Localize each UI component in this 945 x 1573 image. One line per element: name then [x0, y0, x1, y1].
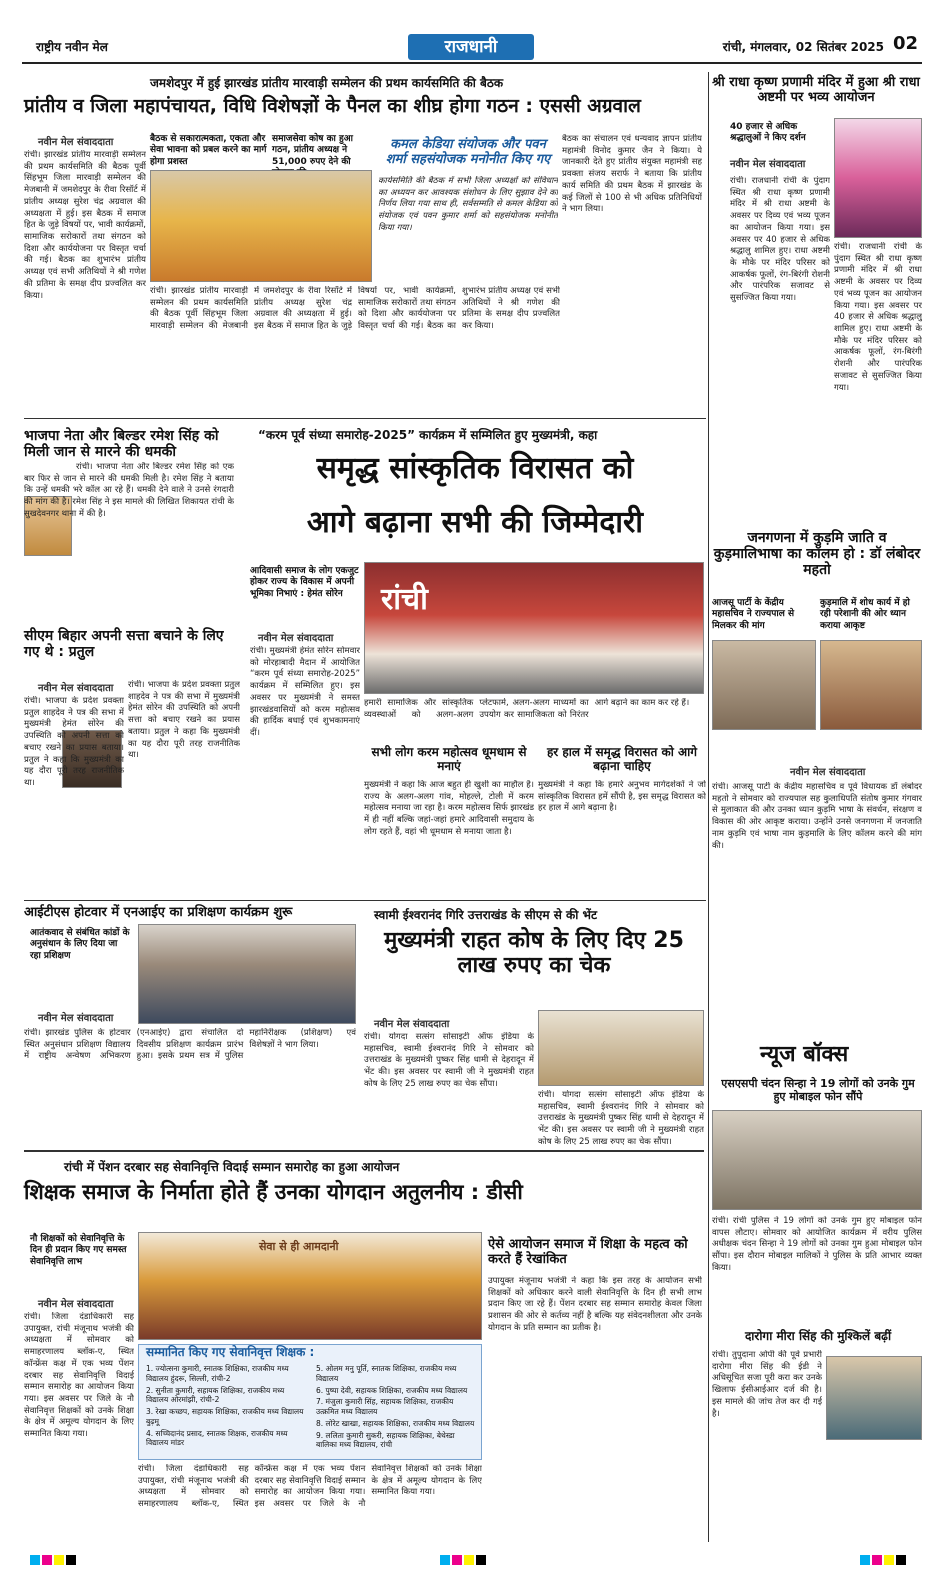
news-box-title: न्यूज बॉक्स	[760, 1042, 849, 1067]
pratul-headline: सीएम बिहार अपनी सत्ता बचाने के लिए गए थे : प्रतुल	[24, 628, 224, 661]
news-box-item-2-text: रांची। तुपुदाना ओपी की पूर्व प्रभारी दारोगा मीरा सिंह की ईडी ने अधिसूचित सजा पूरी करा कर उनके खिलाफ ईसीआईआर दर्ज की है। इस मामले की जांच तेज कर दी गई है।	[712, 1350, 822, 1419]
column-rule-right	[708, 72, 709, 1542]
kurmi-text: रांची। आजसू पार्टी के केंद्रीय महासचिव व पूर्व विधायक डॉ लंबोदर महतो ने सोमवार को राज्यपाल सह कुलाधिपति संतोष कुमार गंगवार से मुलाकात की और उनका ध्यान कुड़मि भाषा के संवर्धन, संरक्षण व विकास की ओर आकृष्ट कराया। उन्होंने उनसे जनगणना में जनजाति नाम कुड़मि एवं भाषा नाम कुड़मालि के लिए कॉलम करने की मांग की।	[712, 782, 922, 851]
top-photo-caption-2: समाजसेवा कोष का हुआ गठन, प्रांतीय अध्यक्ष ने 51,000 रुपए देने की	[272, 134, 353, 167]
main-story-sub-2-text: मुख्यमंत्री ने कहा कि हमारे अनुभव मार्गदर्शकों ने जो सांस्कृतिक विरासत हमें सौंपी है, इस समृद्ध विरासत को हर हाल में आगे बढ़ाना है।	[538, 780, 706, 814]
pratul-text: रांची। भाजपा के प्रदेश प्रवक्ता प्रतुल शाहदेव ने पत्र की सभा में मुख्यमंत्री हेमंत सोरेन की उपस्थिति को अपनी सत्ता को बचाए रखने का प्रयास बताया। प्रतुल ने कहा कि मुख्यमंत्री का यह दौरा पूरी तरह राजनीतिक था।	[24, 696, 124, 789]
bhajpa-text: रांची। भाजपा नेता और बिल्डर रमेश सिंह को एक बार फिर से जान से मारने की धमकी मिली है। रमेश सिंह ने बताया कि उन्हें धमकी भरे कॉल आ रहे हैं। धमकी देने वाले ने उनसे रंगदारी की मांग की है। रमेश सिंह ने इस मामले की लिखित शिकायत रांची के सुखदेवनगर थाना में की है।	[24, 462, 234, 519]
mandir-highlight: 40 हजार से अधिक श्रद्धालुओं ने किए दर्शन	[730, 122, 806, 144]
pension-side-sub: ऐसे आयोजन समाज में शिक्षा के महत्व को करते हैं रेखांकित	[488, 1237, 688, 1267]
cm-relief-photo	[538, 1010, 704, 1086]
row-rule-1	[24, 418, 706, 419]
top-story-text-3: कार्यसमिति की बैठक में सभी जिला अध्यक्षों को संविधान का अध्ययन कर आवश्यक संशोधन के लिए सुझाव देने का निर्णय लिया गया साथ ही, सर्वसम्मति से कमल केडिया को संयोजक एवं पवन कुमार शर्मा को सहसंयोजक मनोनीत किया गया।	[378, 176, 558, 233]
cm-relief-kicker: स्वामी ईश्वरानंद गिरि उत्तराखंड के सीएम से की भेंट	[374, 908, 598, 922]
top-story-byline: नवीन मेल संवाददाता	[38, 137, 114, 148]
row-rule-2	[24, 900, 706, 901]
main-story-sub-1: सभी लोग करम महोत्सव धूमधाम से मनाएं	[371, 745, 527, 773]
top-story-subheadline: कमल केडिया संयोजक और पवन शर्मा सहसंयोजक मनोनीत किए गए	[385, 137, 551, 167]
main-story-sub-1-text: मुख्यमंत्री ने कहा कि आज बहुत ही खुशी का माहौल है। राज्य के अलग-अलग गांव, मोहल्ले, टोली में करम महोत्सव मनाया जा रहा है। करम महोत्सव सिर्फ झारखंड में ही नहीं बल्कि जहां-जहां हमारे आदिवासी समुदाय के लोग रहते हैं, वहां भी धूमधाम से मनाया जाता है।	[364, 780, 534, 837]
pension-text: रांची। जिला दंडाधिकारी सह उपायुक्त, रांची मंजूनाथ भजंत्री की अध्यक्षता में सोमवार को समाहरणालय ब्लॉक-ए, स्थित कॉन्फ्रेंस कक्ष में एक भव्य पेंशन दरबार सह सेवानिवृत्ति विदाई सम्मान समारोह का आयोजन किया गया। इस अवसर पर जिले के नौ सेवानिवृत्त शिक्षकों को उनके शिक्षा के क्षेत्र में अमूल्य योगदान के लिए सम्मानित किया गया।	[24, 1312, 134, 1440]
pension-banner-text: सेवा से ही आमदानी	[259, 1240, 339, 1253]
news-box-photo-2	[826, 1356, 922, 1440]
kurmi-point-2: कुड़मालि में शोध कार्य में हो रही परेशानी की ओर ध्यान कराया आकृष्ट	[820, 598, 910, 631]
pratul-byline: नवीन मेल संवाददाता	[38, 683, 114, 694]
mandir-text: रांची। राजधानी रांची के पुंदाग स्थित श्री राधा कृष्ण प्रणामी मंदिर में श्री राधा अष्टमी के अवसर पर दिव्य एवं भव्य पूजन का आयोजन किया गया। इस अवसर पर 40 हजार से अधिक श्रद्धालु शामिल हुए। राधा अष्टमी के मौके पर मंदिर परिसर को आकर्षक फूलों, रंग-बिरंगी रोशनी और पारंपरिक सजावट से सुसज्जित किया गया।	[730, 176, 830, 304]
honoured-teacher-item: 6. पुष्पा देवी, सहायक शिक्षिका, राजकीय मध्य विद्यालय	[316, 1385, 468, 1395]
news-box-item-2-headline: दारोगा मीरा सिंह की मुश्किलें बढ़ीं	[744, 1329, 892, 1343]
color-registration-bar-center	[440, 1550, 488, 1569]
cm-relief-text: रांची। योगदा सत्संग सोसाइटी ऑफ इंडिया के महासचिव, स्वामी ईश्वरानंद गिरि ने सोमवार को उत्तराखंड के मुख्यमंत्री पुष्कर सिंह धामी से देहरादून में भेंट की। इस अवसर पर स्वामी जी ने मुख्यमंत्री राहत कोष के लिए 25 लाख रुपए का चेक सौंपा।	[364, 1032, 534, 1089]
honoured-teacher-item: 2. सुनीता कुमारी, सहायक शिक्षिका, राजकीय मध्य विद्यालय ओरमांझी, रांची-2	[146, 1385, 285, 1405]
top-photo-caption-1: बैठक से सकारात्मकता, एकता और सेवा भावना को प्रबल करने का मार्ग होगा प्रशस्त	[150, 134, 267, 167]
dateline: रांची, मंगलवार, 02 सितंबर 2025	[722, 40, 884, 54]
top-story-headline: प्रांतीय व जिला महापंचायत, विधि विशेषज्ञों के पैनल का शीघ्र होगा गठन : एससी अग्रवाल	[24, 95, 641, 117]
main-story-photo	[364, 562, 704, 694]
cm-relief-text-cont: रांची। योगदा सत्संग सोसाइटी ऑफ इंडिया के महासचिव, स्वामी ईश्वरानंद गिरि ने सोमवार को उत्तराखंड के मुख्यमंत्री पुष्कर सिंह धामी से देहरादून में भेंट की। इस अवसर पर स्वामी जी ने मुख्यमंत्री राहत कोष के लिए 25 लाख रुपए का चेक सौंपा।	[538, 1090, 704, 1146]
mandir-text-cont: रांची। राजधानी रांची के पुंदाग स्थित श्री राधा कृष्ण प्रणामी मंदिर में श्री राधा अष्टमी के अवसर पर दिव्य एवं भव्य पूजन का आयोजन किया गया। इस अवसर पर 40 हजार से अधिक श्रद्धालु शामिल हुए। राधा अष्टमी के मौके पर मंदिर परिसर को आकर्षक फूलों, रंग-बिरंगी रोशनी और पारंपरिक सजावट से सुसज्जित किया गया।	[834, 242, 922, 393]
pension-text-cont: रांची। जिला दंडाधिकारी सह उपायुक्त, रांची मंजूनाथ भजंत्री की अध्यक्षता में सोमवार को समाहरणालय ब्लॉक-ए, स्थित कॉन्फ्रेंस कक्ष में एक भव्य पेंशन दरबार सह सेवानिवृत्ति विदाई सम्मान समारोह का आयोजन किया गया। इस अवसर पर जिले के नौ सेवानिवृत्त शिक्षकों को उनके शिक्षा के क्षेत्र में अमूल्य योगदान के लिए सम्मानित किया गया।	[138, 1464, 482, 1510]
kurmi-point-1: आजसू पार्टी के केंद्रीय महासचिव ने राज्यपाल से मिलकर की मांग	[712, 598, 795, 631]
page-header	[22, 30, 922, 64]
kurmi-photo-1	[712, 640, 816, 730]
newspaper-logo: राष्ट्रीय नवीन मेल	[36, 40, 108, 54]
mandir-headline: श्री राधा कृष्ण प्रणामी मंदिर में हुआ श्री राधा अष्टमी पर भव्य आयोजन	[712, 75, 920, 105]
cm-relief-byline: नवीन मेल संवाददाता	[374, 1019, 450, 1030]
color-registration-bar-right	[860, 1550, 908, 1569]
main-story-text-1: रांची। मुख्यमंत्री हेमंत सोरेन सोमवार को मोरहाबादी मैदान में आयोजित “करम पूर्व संध्या समारोह-2025” कार्यक्रम में सम्मिलित हुए। इस अवसर पर मुख्यमंत्री ने समस्त झारखंडवासियों को करम महोत्सव की हार्दिक बधाई एवं शुभकामनाएं दीं।	[250, 646, 360, 739]
news-box-item-1-text: रांची। रांची पुलिस ने 19 लोगों को उनके गुम हुए मोबाइल फोन वापस लौटाए। सोमवार को आयोजित कार्यक्रम में वरीय पुलिस अधीक्षक चंदन सिन्हा ने 19 लोगों को उनका गुम हुआ मोबाइल फोन सौंपा। इस दौरान मोबाइल मालिकों ने पुलिस के प्रति आभार व्यक्त किया।	[712, 1216, 922, 1273]
honoured-teacher-item: 9. ललिता कुमारी सुकरी, सहायक शिक्षिका, बेथेस्डा बालिका मध्य विद्यालय, रांची	[316, 1430, 455, 1450]
pension-photo	[138, 1232, 482, 1340]
top-story-kicker: जमशेदपुर में हुई झारखंड प्रांतीय मारवाड़ी सम्मेलन की प्रथम कार्यसमिति की बैठक	[150, 76, 504, 90]
pension-top-rule	[24, 1150, 704, 1152]
kurmi-byline: नवीन मेल संवाददाता	[790, 767, 866, 778]
main-story-byline: नवीन मेल संवाददाता	[258, 633, 334, 644]
kurmi-headline: जनगणना में कुड़मि जाति व कुड़मालिभाषा का कॉलम हो : डॉ लंबोदर महतो	[713, 530, 921, 579]
news-box-photo-1	[712, 1110, 922, 1210]
top-story-continuation: रांची। झारखंड प्रांतीय मारवाड़ी सम्मेलन की प्रथम कार्यसमिति की बैठक पूर्वी सिंहभूम जिला मारवाड़ी सम्मेलन की मेजबानी में जमशेदपुर के रीवा रिसॉर्ट में प्रांतीय अध्यक्ष सुरेश चंद्र अग्रवाल की अध्यक्षता में हुई। इस बैठक में समाज हित के जुड़े विषयों पर, भावी कार्यक्रमों, सामाजिक सरोकारों तथा संगठन को दिशा और कार्ययोजना पर विस्तृत चर्चा की गई। बैठक का शुभारंभ प्रांतीय अध्यक्ष एवं सभी अतिथियों ने श्री गणेश की प्रतिमा के समक्ष दीप प्रज्वलित कर किया।	[150, 286, 560, 332]
main-story-text-2: हमारी सामाजिक और सांस्कृतिक व्यवस्थाओं को अलग-अलग प्लेटफार्म, अलग-अलग माध्यमों का उपयोग कर सामाजिकता को निरंतर आगे बढ़ाने का काम कर रहे हैं।	[364, 698, 690, 720]
main-story-headline-2: आगे बढ़ाना सभी की जिम्मेदारी	[306, 505, 644, 540]
honoured-teacher-item: 5. ओलम मनु पूर्ति, स्नातक शिक्षिका, राजकीय मध्य विद्यालय	[316, 1364, 457, 1383]
pension-headline: शिक्षक समाज के निर्माता होते हैं उनका योगदान अतुलनीय : डीसी	[24, 1180, 523, 1204]
honoured-teacher-item: 3. रेखा कच्छप, सहायक शिक्षिका, राजकीय मध्य विद्यालय बुढ़मू	[146, 1407, 304, 1426]
bhajpa-headline: भाजपा नेता और बिल्डर रमेश सिंह को मिली जान से मारने की धमकी	[24, 428, 219, 461]
top-story-text-1: रांची। झारखंड प्रांतीय मारवाड़ी सम्मेलन की प्रथम कार्यसमिति की बैठक पूर्वी सिंहभूम जिला मारवाड़ी सम्मेलन की मेजबानी में जमशेदपुर के रीवा रिसॉर्ट में प्रांतीय अध्यक्ष सुरेश चंद्र अग्रवाल की अध्यक्षता में हुई। इस बैठक में समाज हित के जुड़े विषयों पर, भावी कार्यक्रमों, सामाजिक सरोकारों तथा संगठन को दिशा और कार्ययोजना पर विस्तृत चर्चा की गई। बैठक का शुभारंभ प्रांतीय अध्यक्ष एवं सभी अतिथियों ने श्री गणेश की प्रतिमा के समक्ष दीप प्रज्वलित कर किया।	[24, 150, 146, 301]
main-story-head-box	[240, 424, 706, 564]
kurmi-photo-2	[820, 640, 922, 730]
news-box-item-1-headline: एसएसपी चंदन सिन्हा ने 19 लोगों को उनके गुम हुए मोबाइल फोन सौंपे	[721, 1077, 915, 1103]
honoured-teacher-item: 7. मंजुला कुमारी सिंह, सहायक शिक्षिका, राजकीय उत्क्रमित मध्य विद्यालय	[316, 1397, 454, 1416]
pension-side-text: उपायुक्त मंजूनाथ भजंत्री ने कहा कि इस तरह के आयोजन सभी शिक्षकों को अधिकार करने वाली सेवानिवृत्ति के दिन ही सभी लाभ प्रदान किए जा रहे हैं। पेंशन दरबार सह सम्मान समारोह केवल जिला प्रशासन की ओर से कर्तव्य नहीं है बल्कि यह संवेदनशीलता और उनके योगदान के प्रति सम्मान का प्रतीक है।	[488, 1276, 702, 1333]
main-story-kicker: “करम पूर्व संध्या समारोह-2025” कार्यक्रम में सम्मिलित हुए मुख्यमंत्री, कहा	[258, 428, 598, 442]
top-story-text-2: बैठक का संचालन एवं धन्यवाद ज्ञापन प्रांतीय महामंत्री विनोद कुमार जैन ने किया। ये जानकारी देते हुए प्रांतीय संयुक्त महामंत्री सह प्रवक्ता संजय सरार्फ ने बताया कि प्रांतीय कार्य समिति की प्रथम बैठक में झारखंड के कई जिलों से 100 से भी अधिक प्रतिनिधियों ने भाग लिया।	[562, 134, 702, 215]
stage-banner: रांची	[381, 582, 428, 617]
pension-byline: नवीन मेल संवाददाता	[38, 1299, 114, 1310]
pension-kicker: रांची में पेंशन दरबार सह सेवानिवृत्ति विदाई सम्मान समारोह का हुआ आयोजन	[64, 1160, 400, 1174]
main-story-highlight: आदिवासी समाज के लोग एकजुट होकर राज्य के विकास में अपनी भूमिका निभाएं : हेमंत सोरेन	[250, 566, 359, 599]
color-registration-bar	[30, 1550, 78, 1569]
ats-byline: नवीन मेल संवाददाता	[38, 1013, 114, 1024]
page-number: 02	[892, 33, 918, 54]
mandir-byline: नवीन मेल संवाददाता	[730, 159, 806, 170]
honoured-teacher-item: 4. सच्चिदानंद प्रसाद, स्नातक शिक्षक, राजकीय मध्य विद्यालय मांडर	[146, 1428, 288, 1448]
ats-headline: आईटीएस होटवार में एनआईए का प्रशिक्षण कार्यक्रम शुरू	[24, 905, 293, 920]
main-story-sub-2: हर हाल में समृद्ध विरासत को आगे बढ़ाना चाहिए	[546, 745, 698, 773]
top-story-photo	[150, 170, 372, 282]
pension-point: नौ शिक्षकों को सेवानिवृत्ति के दिन ही प्रदान किए गए समस्त सेवानिवृत्ति लाभ	[30, 1234, 127, 1267]
honoured-teacher-item: 1. ज्योत्सना कुमारी, स्नातक शिक्षिका, राजकीय मध्य विद्यालय हुंदरू, सिल्ली, रांची-2	[146, 1364, 289, 1383]
pratul-text-cont: रांची। भाजपा के प्रदेश प्रवक्ता प्रतुल शाहदेव ने पत्र की सभा में मुख्यमंत्री हेमंत सोरेन की उपस्थिति को अपनी सत्ता को बचाए रखने का प्रयास बताया। प्रतुल ने कहा कि मुख्यमंत्री का यह दौरा पूरी तरह राजनीतिक था।	[128, 680, 240, 761]
ats-photo	[138, 924, 356, 1024]
honoured-teacher-item: 8. लोरेट खाखा, सहायक शिक्षिका, राजकीय मध्य विद्यालय	[316, 1418, 475, 1428]
ats-text: रांची। झारखंड पुलिस के होटवार स्थित अनुसंधान प्रशिक्षण विद्यालय में राष्ट्रीय अन्वेषण अभिकरण (एनआईए) द्वारा संचालित दो दिवसीय प्रशिक्षण कार्यक्रम प्रारंभ हुआ। इसके प्रथम सत्र में पुलिस महानिरीक्षक (प्रशिक्षण) एवं विशेषज्ञों ने भाग लिया।	[24, 1028, 356, 1062]
honoured-list	[146, 1364, 478, 1458]
section-label: राजधानी	[408, 34, 534, 60]
mandir-photo	[834, 118, 922, 238]
cm-relief-headline: मुख्यमंत्री राहत कोष के लिए दिए 25 लाख रुपए का चेक	[384, 928, 684, 979]
honoured-list-title: सम्मानित किए गए सेवानिवृत्त शिक्षक :	[146, 1345, 315, 1359]
main-story-headline-1: समृद्ध सांस्कृतिक विरासत को	[316, 451, 634, 486]
ats-point: आतंकवाद से संबंधित कांडों के अनुसंधान के लिए दिया जा रहा प्रशिक्षण	[30, 928, 130, 961]
